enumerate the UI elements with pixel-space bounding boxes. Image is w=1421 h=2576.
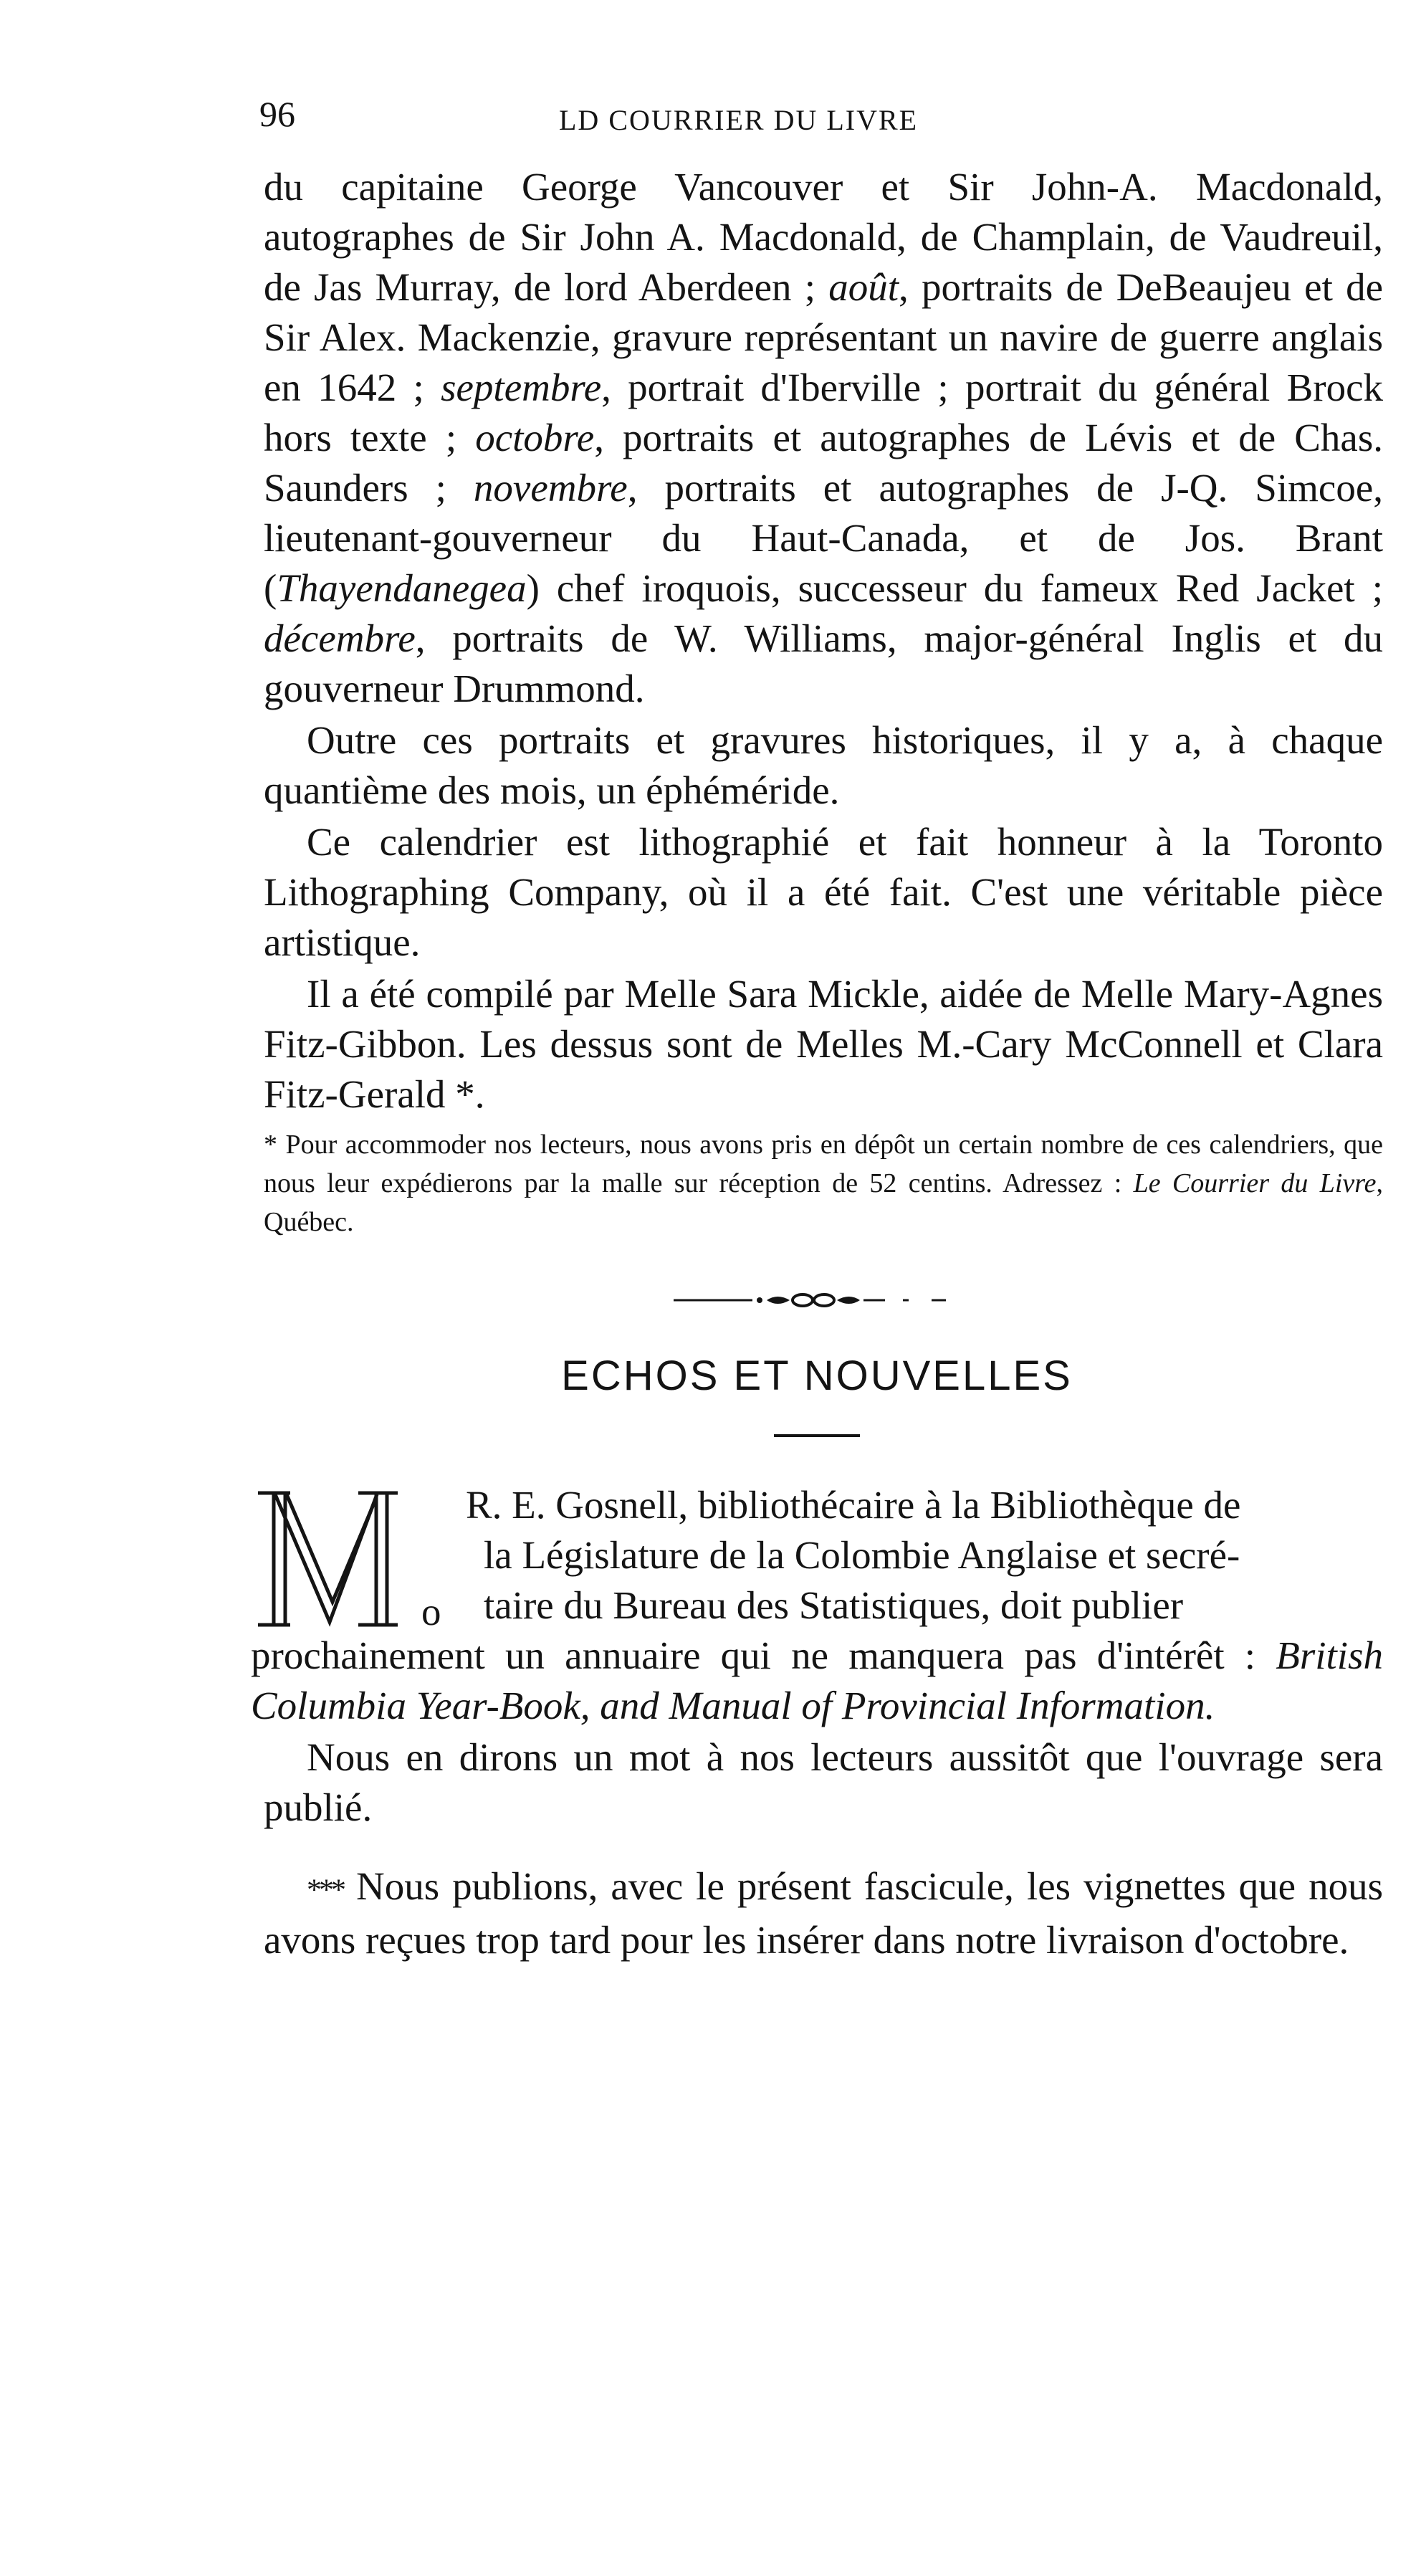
- news-line-2: la Législature de la Colombie Anglaise et secré-: [484, 1533, 1240, 1577]
- paragraph-ephemeris: Outre ces portraits et gravures historiques, il y a, à chaque quantième des mois, un éphéméride.: [264, 718, 1383, 812]
- text-span: , portraits de DeBeaujeu et de Sir Alex. Mackenzie, gravure représentant un navire de guerre anglais en 1642 ;: [264, 265, 1383, 409]
- text-span: ) chef iroquois, successeur du fameux Red Jacket ;: [526, 566, 1383, 610]
- paragraph-compiled-by: Il a été compilé par Melle Sara Mickle, aidée de Melle Mary-Agnes Fitz-Gibbon. Les dessus sont de Melles M.-Cary McConnell et Clara Fitz-Gerald *.: [264, 972, 1383, 1116]
- chief-name: Thayendanegea: [277, 566, 527, 610]
- text-span: du capitaine George Vancouver et Sir John-A. Macdonald, autographes de Sir John A. Macdonald, de Champlain, de Vaudreuil, de Jas Murray, de lord Aberdeen ;: [264, 165, 1383, 309]
- footnote-address: Le Courrier du Livre: [1133, 1168, 1377, 1198]
- running-head: [251, 93, 1383, 143]
- month-october: octobre: [475, 416, 595, 459]
- text-span: , portraits et autographes de J-Q. Simcoe, lieutenant-gouverneur du Haut-Canada, et de Jos. Brant (: [264, 466, 1383, 610]
- text-span: , portraits de W. Williams, major-général Inglis et du gouverneur Drummond.: [264, 616, 1383, 710]
- journal-title: LD COURRIER DU LIVRE: [559, 104, 919, 136]
- asterism-icon: ***: [307, 1874, 343, 1907]
- dropcap-o-letter: o: [421, 1590, 441, 1633]
- footnote-text-end: , Québec.: [264, 1168, 1384, 1237]
- news-line-1: R. E. Gosnell, bibliothécaire à la Bibliothèque de: [466, 1483, 1241, 1527]
- month-november: novembre: [473, 466, 628, 510]
- news-line-rest: [251, 1631, 1383, 1731]
- month-september: septembre: [441, 366, 602, 409]
- month-december: décembre: [264, 616, 416, 660]
- text-span: , portrait d'Iberville ; portrait du général Brock hors texte ;: [264, 366, 1383, 459]
- ornament-divider-icon: [631, 1292, 1003, 1309]
- news-rest-text: prochainement un annuaire qui ne manquera pas d'intérêt :: [251, 1633, 1276, 1677]
- paragraph-followup: Nous en dirons un mot à nos lecteurs aussitôt que l'ouvrage sera publié.: [264, 1735, 1383, 1829]
- paragraph-lithography: Ce calendrier est lithographié et fait honneur à la Toronto Lithographing Company, où il a été fait. C'est une véritable pièce artistique.: [264, 820, 1383, 964]
- footnote: [251, 1125, 1383, 1241]
- news-item-gosnell: [251, 1480, 1383, 1731]
- page-number: 96: [259, 94, 295, 134]
- footnote-text: * Pour accommoder nos lecteurs, nous avons pris en dépôt un certain nombre de ces calendriers, que nous leur expédierons par la malle sur réception de 52 centins. Adressez :: [264, 1130, 1383, 1198]
- news-line-3: taire du Bureau des Statistiques, doit publier: [484, 1583, 1184, 1627]
- paragraph-calendar-portraits: [251, 162, 1383, 714]
- dropcap-m-icon: [251, 1487, 416, 1631]
- news-item-vignettes: [251, 1861, 1383, 1965]
- page: [251, 93, 1383, 1965]
- news-vignettes-text: Nous publions, avec le présent fascicule, les vignettes que nous avons reçues trop tard pour les insérer dans notre livraison d'octobre.: [264, 1864, 1384, 1962]
- heading-rule: [774, 1434, 860, 1437]
- section-ornament: [251, 1292, 1383, 1313]
- month-august: août: [828, 265, 899, 309]
- section-heading: ECHOS ET NOUVELLES: [561, 1353, 1073, 1399]
- book-title: British Columbia Year-Book, and Manual of Provincial Information.: [251, 1633, 1383, 1727]
- text-span: , portraits et autographes de Lévis et de Chas. Saunders ;: [264, 416, 1383, 510]
